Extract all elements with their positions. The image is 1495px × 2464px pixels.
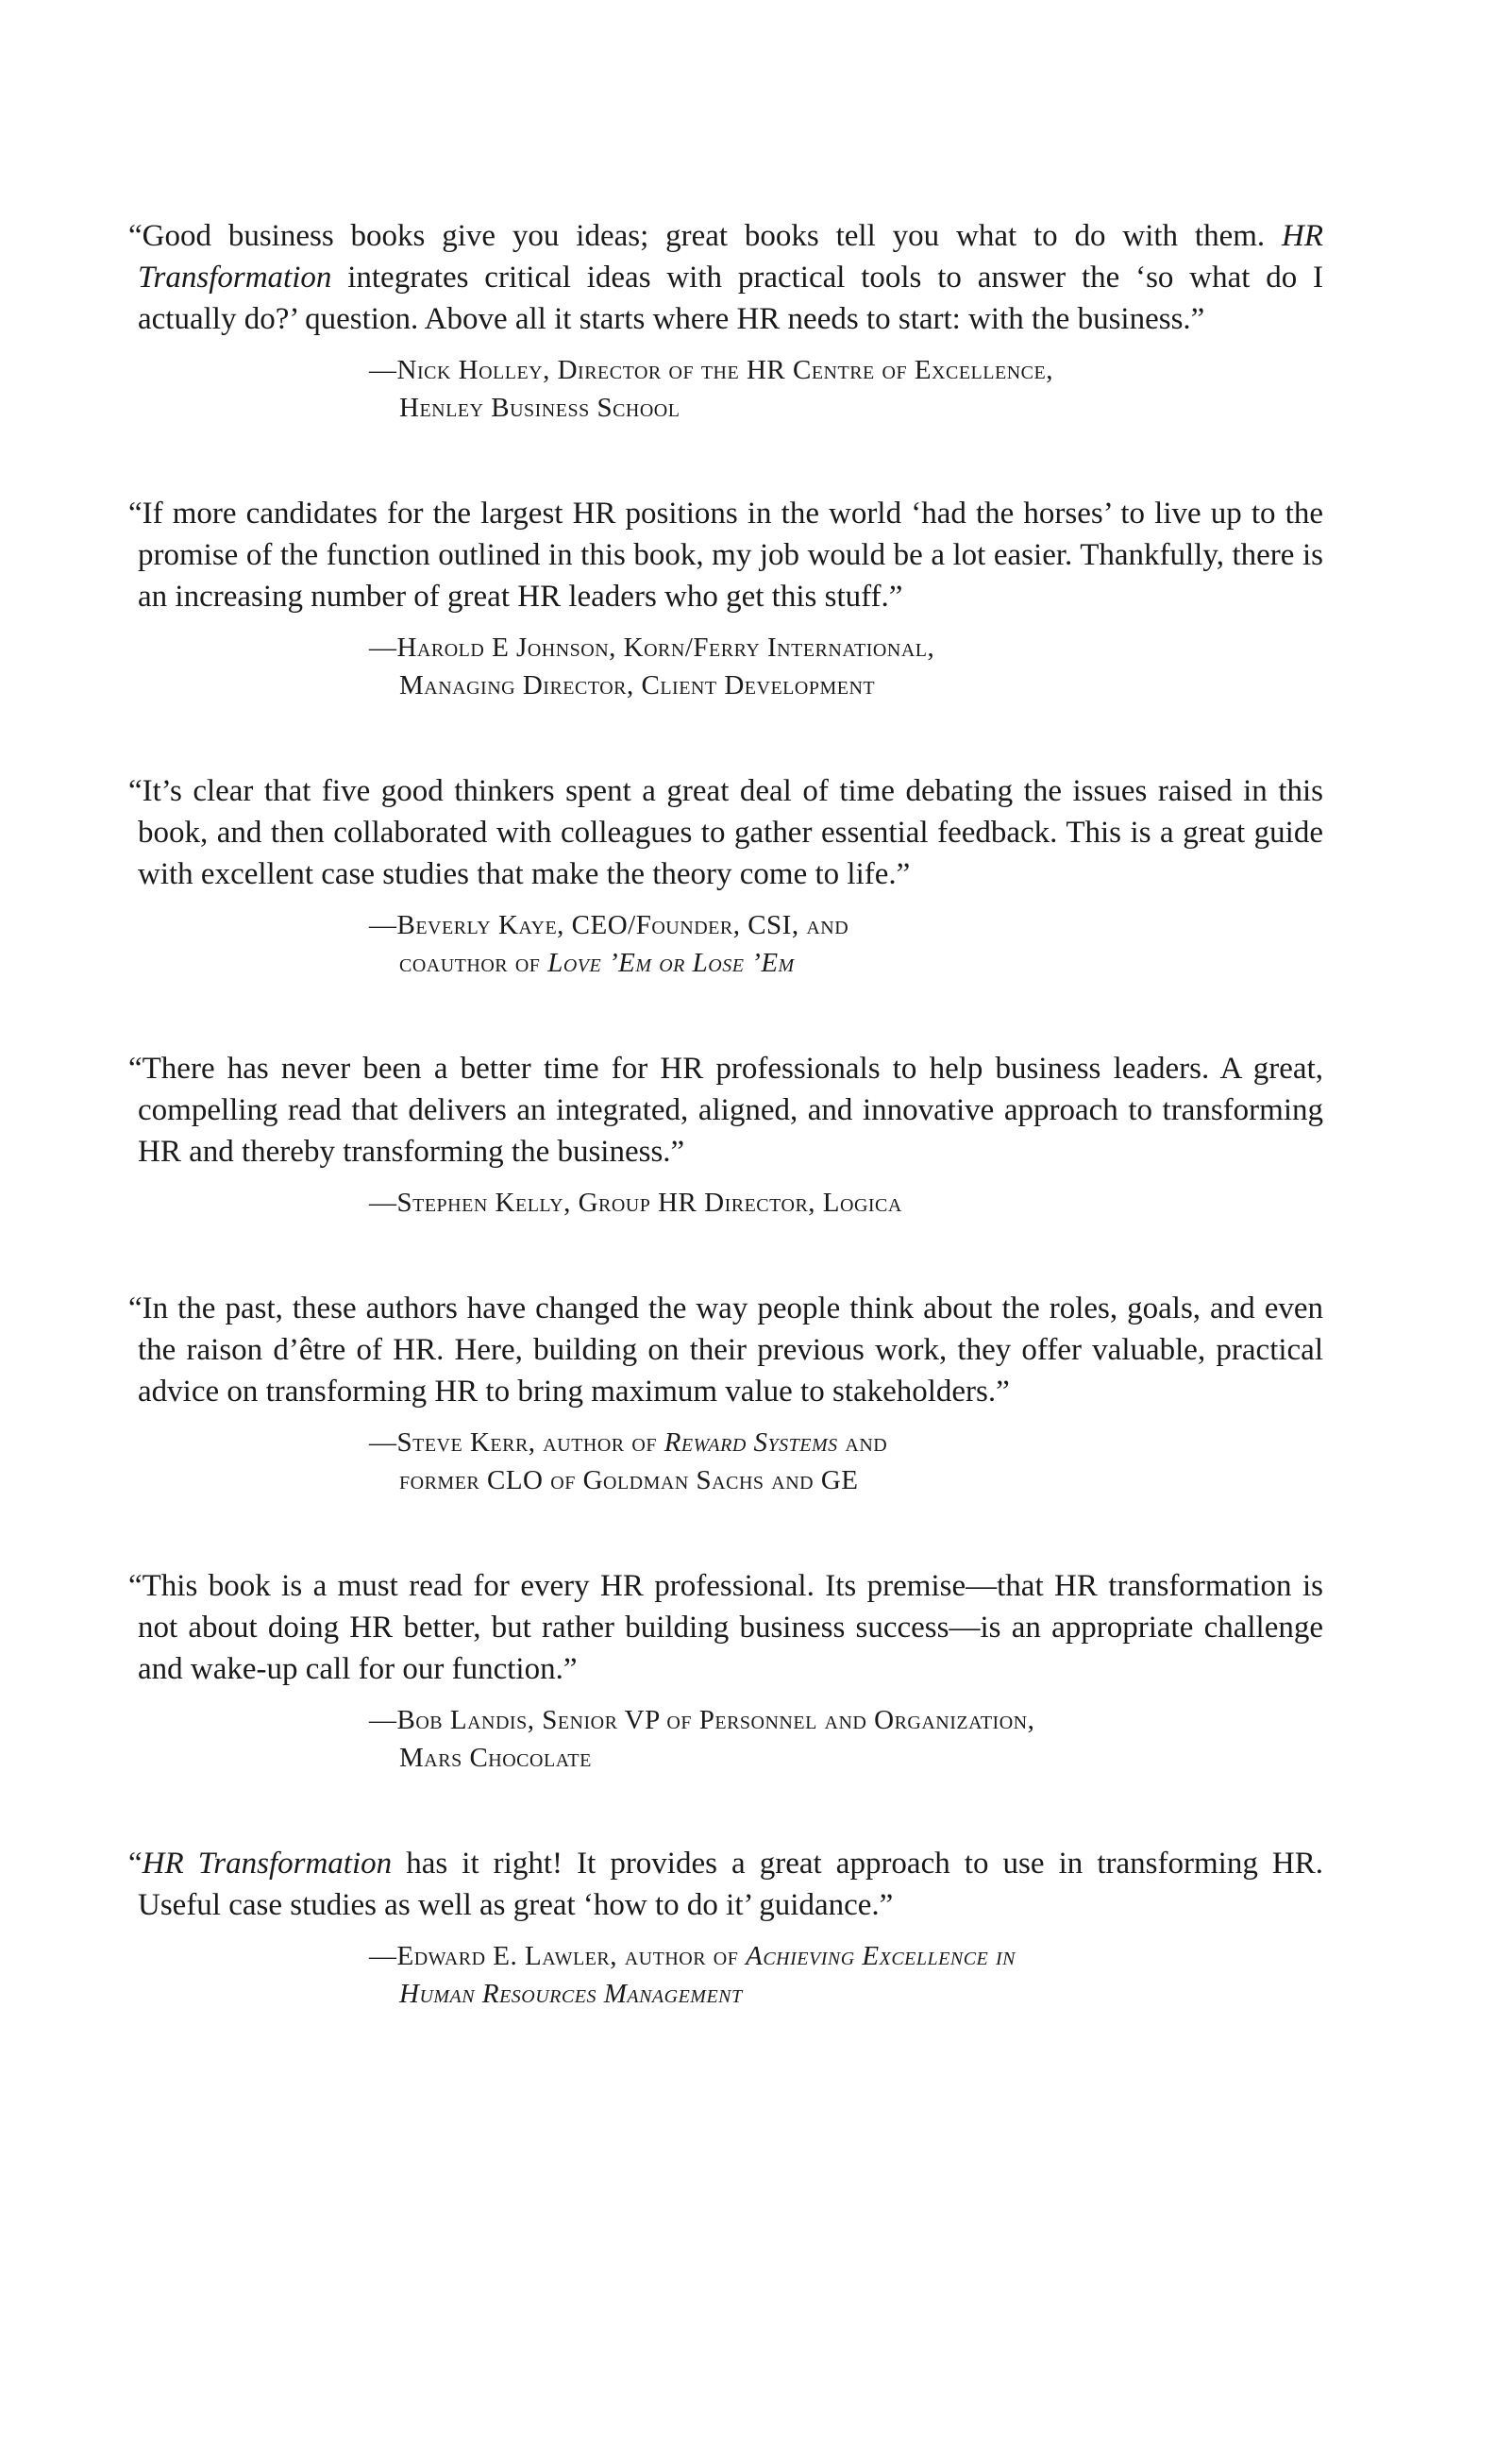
quote-text: [128, 1288, 1323, 1412]
quote-text-segment: “In the past, these authors have changed the way people think about the roles, goals, and even the raison d’être of HR. Here, building on their previous work, they offer valuable, practical advice on transforming HR to bring maximum value to stakeholders.”: [128, 1291, 1323, 1409]
quote-block: [128, 215, 1323, 427]
attribution-segment: —Beverly Kaye, CEO/Founder, CSI, and: [369, 910, 849, 940]
attribution-segment: coauthor of: [399, 948, 548, 978]
attribution-segment: —Nick Holley, Director of the HR Centre of Excellence,: [369, 355, 1053, 385]
attribution-line: [369, 1424, 1323, 1461]
attribution-segment: Henley Business School: [399, 393, 680, 423]
attribution-line: [369, 1739, 1323, 1777]
attribution-line: [369, 1937, 1323, 1975]
attribution-line: [369, 389, 1323, 427]
attribution-segment: Reward Systems: [664, 1427, 838, 1458]
attribution-line: [369, 351, 1323, 389]
attribution-line: [369, 1975, 1323, 2013]
attribution-segment: Human Resources Management: [399, 1979, 743, 2009]
quote-attribution: [369, 629, 1323, 704]
quote-text-segment: “If more candidates for the largest HR positions in the world ‘had the horses’ to live up to the promise of the function outlined in this book, my job would be a lot easier. Thankfully, there is an increasing number of great HR leaders who get this stuff.”: [128, 497, 1323, 614]
attribution-segment: —Harold E Johnson, Korn/Ferry International,: [369, 633, 935, 663]
attribution-segment: and: [837, 1427, 888, 1458]
attribution-line: [369, 944, 1323, 982]
quote-attribution: [369, 1184, 1323, 1222]
attribution-segment: Managing Director, Client Development: [399, 670, 876, 700]
attribution-segment: —Stephen Kelly, Group HR Director, Logica: [369, 1188, 902, 1218]
quote-text: [128, 770, 1323, 895]
quote-block: [128, 1288, 1323, 1499]
quote-text: [128, 1565, 1323, 1690]
quote-text-segment: has it right! It provides a great approach to use in transforming HR. Useful case studies as well as great ‘how to do it’ guidance.”: [138, 1847, 1323, 1922]
attribution-line: [369, 629, 1323, 667]
quote-attribution: [369, 1424, 1323, 1499]
quote-text-segment: “It’s clear that five good thinkers spent a great deal of time debating the issues raised in this book, and then collaborated with colleagues to gather essential feedback. This is a great guide with excellent case studies that make the theory come to life.”: [128, 774, 1323, 891]
quote-block: [128, 1048, 1323, 1222]
attribution-segment: —Steve Kerr, author of: [369, 1427, 664, 1458]
quotes-list: [128, 215, 1323, 2013]
attribution-line: [369, 1461, 1323, 1499]
quote-block: [128, 493, 1323, 704]
praise-quotes-content: [128, 215, 1323, 2013]
quote-text: [128, 1843, 1323, 1926]
attribution-line: [369, 906, 1323, 944]
quote-attribution: [369, 351, 1323, 427]
attribution-segment: —Edward E. Lawler, author of: [369, 1941, 747, 1971]
quote-text-segment: “There has never been a better time for HR professionals to help business leaders. A great, compelling read that delivers an integrated, aligned, and innovative approach to transforming HR and thereby transforming the business.”: [128, 1052, 1323, 1169]
attribution-segment: Achieving Excellence in: [746, 1941, 1016, 1971]
quote-text-segment: “: [128, 1847, 143, 1881]
quote-attribution: [369, 906, 1323, 982]
quote-text: [128, 493, 1323, 617]
quote-text-segment: “This book is a must read for every HR professional. Its premise—that HR transformation is not about doing HR better, but rather building business success—is an appropriate challenge and wake-up call for our function.”: [128, 1569, 1323, 1686]
quote-text: [128, 215, 1323, 340]
quote-text-segment: “Good business books give you ideas; great books tell you what to do with them.: [128, 219, 1282, 253]
quote-block: [128, 1843, 1323, 2013]
attribution-segment: Mars Chocolate: [399, 1743, 592, 1773]
attribution-segment: —Bob Landis, Senior VP of Personnel and Organization,: [369, 1705, 1035, 1735]
attribution-line: [369, 1701, 1323, 1739]
quote-text: [128, 1048, 1323, 1173]
attribution-segment: former CLO of Goldman Sachs and GE: [399, 1465, 859, 1495]
attribution-line: [369, 1184, 1323, 1222]
quote-text-segment: integrates critical ideas with practical tools to answer the ‘so what do I actually do?’ question. Above all it starts where HR needs to start: with the business.”: [138, 261, 1323, 336]
quote-attribution: [369, 1701, 1323, 1777]
quote-attribution: [369, 1937, 1323, 2013]
attribution-segment: Love ’Em or Lose ’Em: [547, 948, 795, 978]
quote-block: [128, 770, 1323, 982]
attribution-line: [369, 667, 1323, 704]
quote-text-segment: HR Transformation: [142, 1847, 393, 1881]
quote-text-segment: HR Transformation: [138, 219, 1323, 295]
quote-block: [128, 1565, 1323, 1777]
